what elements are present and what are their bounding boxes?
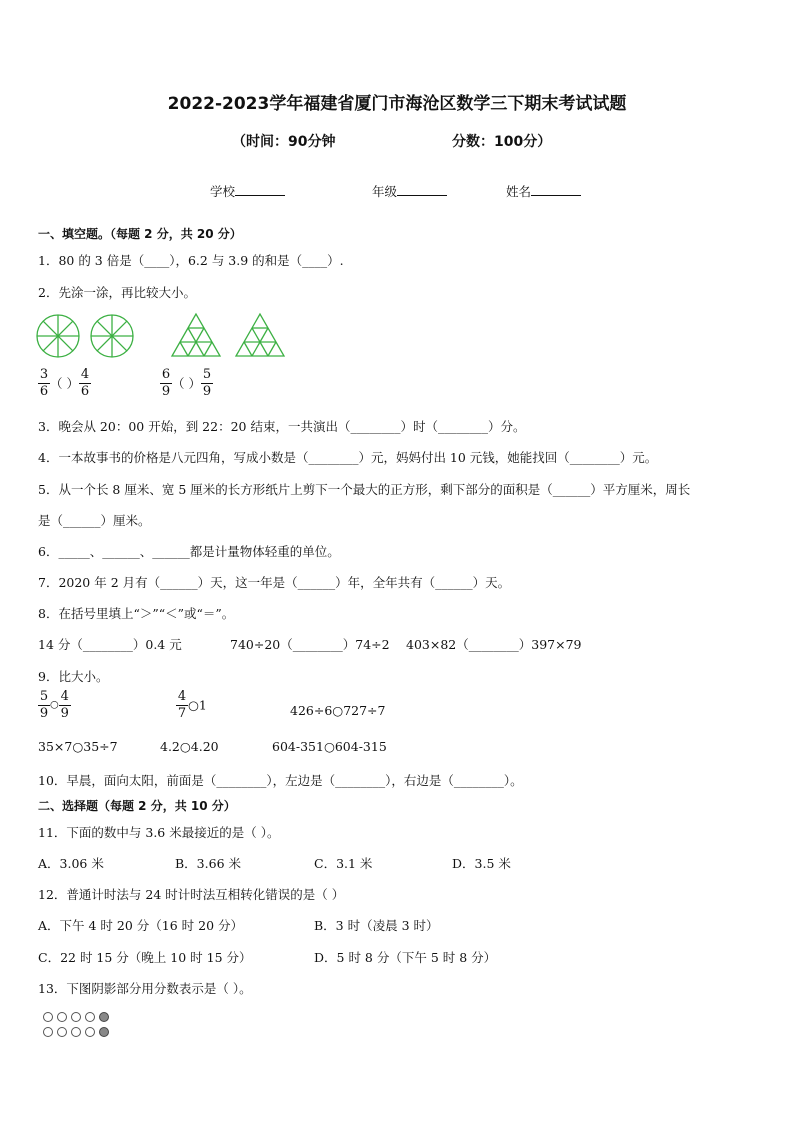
circle-eighths-1 [37,315,79,357]
name-blank[interactable] [531,184,581,196]
q8-item: 740÷20（________）74÷2 [230,637,390,652]
compare-circle[interactable]: ○ [50,699,59,711]
grade-label: 年级 [372,184,398,199]
q12-option-a[interactable]: A．下午 4 时 20 分（16 时 20 分） [38,918,244,933]
page-title: 2022-2023学年福建省厦门市海沧区数学三下期末考试试题 [167,94,627,114]
section2-heading: 二、选择题（每题 2 分，共 10 分） [38,799,236,813]
name-field [506,182,581,200]
q13-circles-figure [42,1011,116,1039]
answer-paren[interactable]: （ ） [50,376,79,392]
answer-paren[interactable]: （ ） [172,376,201,392]
q8-item: 403×82（________）397×79 [406,637,582,652]
grade-field [372,182,447,200]
q9-item-frac-one [176,690,207,720]
question-1: 1．80 的 3 倍是（____），6.2 与 3.9 的和是（____）. [38,253,344,268]
question-5: 5．从一个长 8 厘米、宽 5 厘米的长方形纸片上剪下一个最大的正方形，剩下部分的面积是（______）平方厘米，周长 [38,482,691,497]
question-9: 9．比大小。 [38,669,109,684]
fraction: $\frac{5}{9}$ [39,689,49,721]
q12-option-c[interactable]: C．22 时 15 分（晚上 10 时 15 分） [38,950,252,965]
name-label: 姓名 [506,184,532,199]
question-7: 7．2020 年 2 月有（______）天，这一年是（______）年，全年共有（______）天。 [38,575,511,590]
question-3: 3．晚会从 20：00 开始，到 22：20 结束，一共演出（________）时（________）分。 [38,419,526,434]
question-4: 4．一本故事书的价格是八元四角，写成小数是（________）元，妈妈付出 10 元钱，她能找回（________）元。 [38,450,658,465]
question-5-cont: 是（______）厘米。 [38,513,151,528]
q11-option-b[interactable]: B．3.66 米 [175,856,241,871]
question-8: 8．在括号里填上“＞”“＜”或“＝”。 [38,606,235,621]
q12-option-b[interactable]: B．3 时（凌晨 3 时） [314,918,439,933]
q2-compare-2 [160,368,213,398]
question-12: 12．普通计时法与 24 时计时法互相转化错误的是（ ） [38,887,345,902]
q2-compare-1 [38,368,91,398]
time-limit: （时间：90分钟 [232,134,336,150]
fraction: $\frac{5}{9}$ [202,367,212,399]
grade-blank[interactable] [397,184,447,196]
fraction: $\frac{6}{9}$ [161,367,171,399]
q9-item: 426÷6○727÷7 [290,703,386,718]
q9-item-frac-compare [38,690,71,720]
circle-eighths-2 [91,315,133,357]
q11-option-d[interactable]: D．3.5 米 [452,856,511,871]
fraction: $\frac{4}{9}$ [60,689,69,721]
q9-item: 604-351○604-315 [272,739,387,754]
total-score: 分数：100分） [452,134,552,150]
fraction: $\frac{4}{7}$ [177,689,187,721]
question-11: 11．下面的数中与 3.6 米最接近的是（ ）。 [38,825,280,840]
section1-heading: 一、填空题。（每题 2 分，共 20 分） [38,227,242,241]
q2-figures [36,312,286,362]
school-label: 学校 [210,184,236,199]
triangle-ninths-2 [236,314,284,356]
question-6: 6．_____、______、______都是计量物体轻重的单位。 [38,544,340,559]
question-10: 10．早晨，面向太阳，前面是（________），左边是（________），右边是（________）。 [38,773,523,788]
question-13: 13．下图阴影部分用分数表示是（ ）。 [38,981,252,996]
school-field [210,182,285,200]
q9-item: 35×7○35÷7 [38,739,118,754]
fraction: $\frac{4}{6}$ [80,367,90,399]
school-blank[interactable] [235,184,285,196]
fraction: $\frac{3}{6}$ [39,367,49,399]
q9-item: 4.2○4.20 [160,739,219,754]
compare-circle-one[interactable]: ○1 [188,697,207,713]
q8-item: 14 分（________）0.4 元 [38,637,182,652]
q11-option-a[interactable]: A．3.06 米 [38,856,104,871]
q12-option-d[interactable]: D．5 时 8 分（下午 5 时 8 分） [314,950,497,965]
question-2: 2．先涂一涂，再比较大小。 [38,285,196,300]
triangle-ninths-1 [172,314,220,356]
q11-option-c[interactable]: C．3.1 米 [314,856,373,871]
